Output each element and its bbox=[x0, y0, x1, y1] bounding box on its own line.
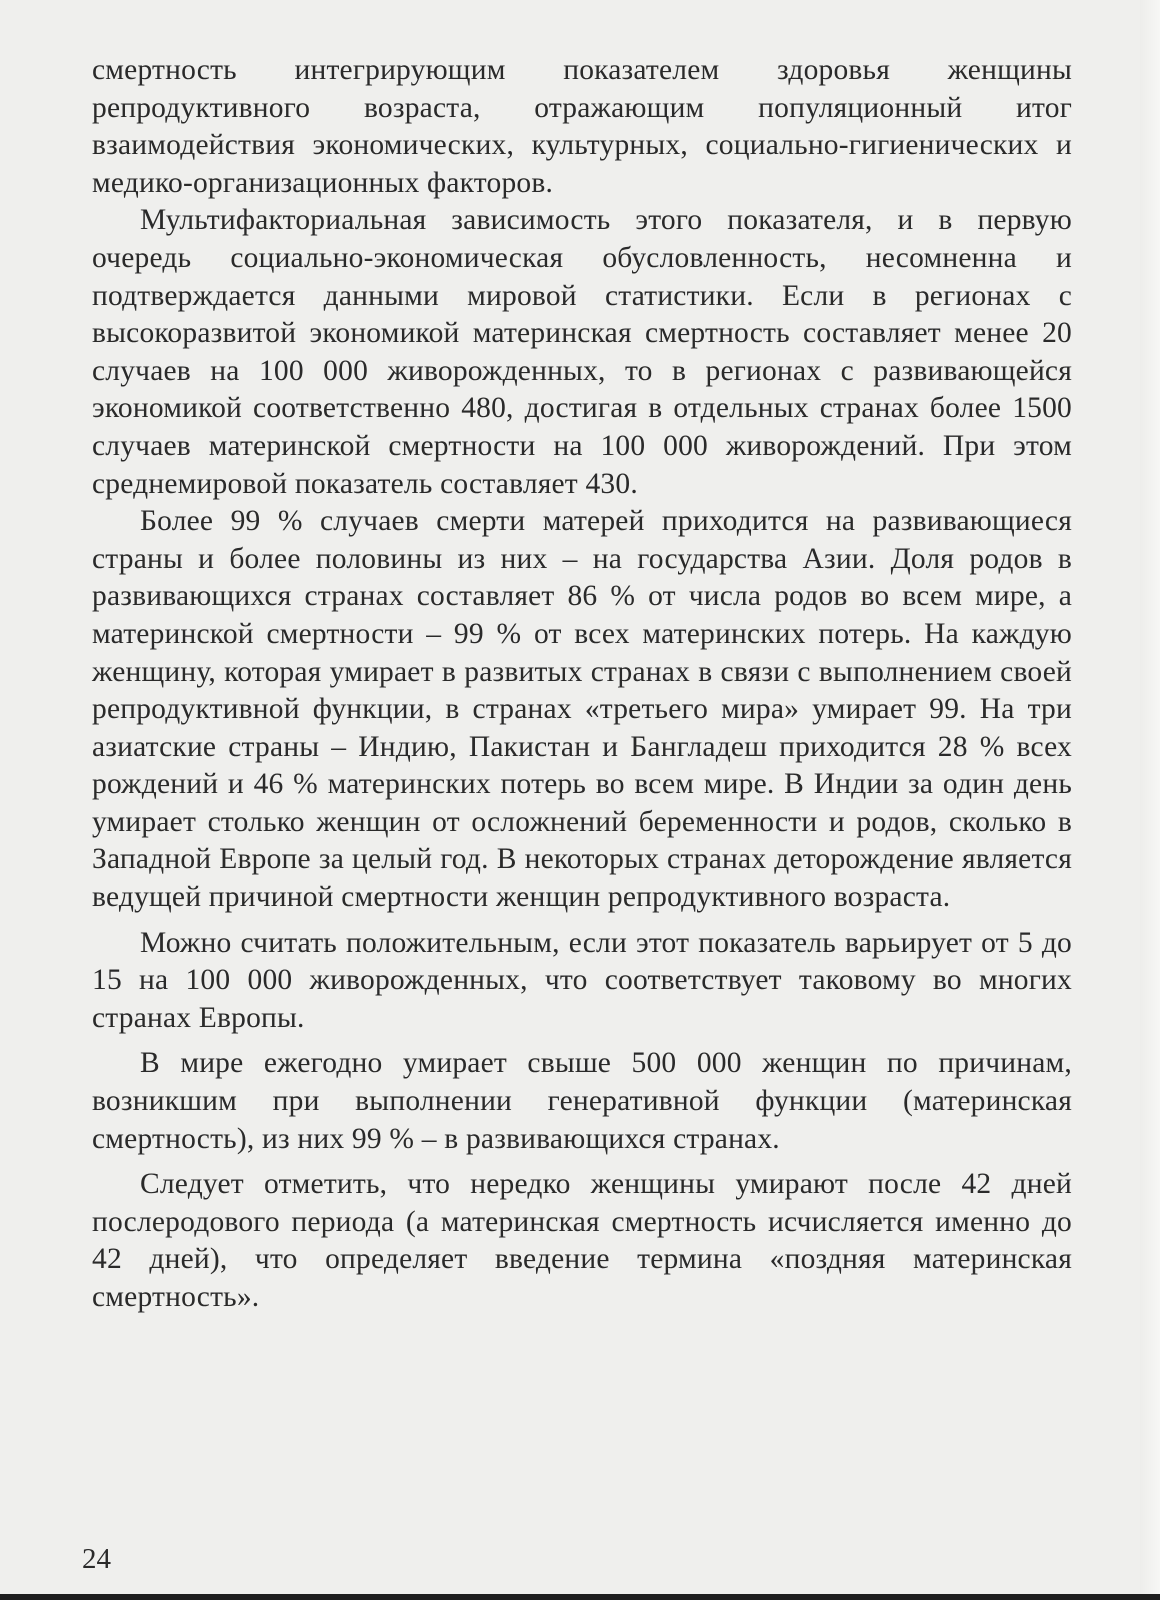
paragraph-6: Следует отметить, что нередко женщины умирают после 42 дней послеродового периода (а материнская смертность исчисляется именно до 42 дней), что определяет введение термина «поздняя материнская смертность». bbox=[92, 1168, 1072, 1313]
paragraph-2: Мультифакториальная зависимость этого показателя, и в первую очередь социально-экономическая обусловленность, несомненна и подтверждается данными мировой статистики. Если в регионах с высокоразвитой экономикой материнская смертность составляет менее 20 случаев на 100 000 живорожденных, то в регионах с развивающейся экономикой соответственно 480, достигая в отдельных странах более 1500 случаев материнской смертности на 100 000 живорождений. При этом среднемировой показатель составляет 430. bbox=[92, 204, 1072, 500]
paragraph-1: смертность интегрирующим показателем здоровья женщины репродуктивного возраста, отражающим популяционный итог взаимодействия экономических, культурных, социально-гигиенических и медико-организационных факторов. bbox=[92, 54, 1072, 199]
paragraph-5: В мире ежегодно умирает свыше 500 000 женщин по причинам, возникшим при выполнении генеративной функции (материнская смертность), из них 99 % – в развивающихся странах. bbox=[92, 1047, 1072, 1155]
page-edge-shadow bbox=[1140, 0, 1160, 1600]
paragraph-4: Можно считать положительным, если этот показатель варьирует от 5 до 15 на 100 000 живорожденных, что соответствует таковому во многих странах Европы. bbox=[92, 926, 1072, 1034]
page-text bbox=[92, 52, 1072, 1317]
paragraph-3: Более 99 % случаев смерти матерей приходится на развивающиеся страны и более половины из них – на государства Азии. Доля родов в развивающихся странах составляет 86 % от числа родов во всем мире, а материнской смертности – 99 % от всех материнских потерь. На каждую женщину, которая умирает в развитых странах в связи с выполнением своей репродуктивной функции, в странах «третьего мира» умирает 99. На три азиатские страны – Индию, Пакистан и Бангладеш приходится 28 % всех рождений и 46 % материнских потерь во всем мире. В Индии за один день умирает столько женщин от осложнений беременности и родов, сколько в Западной Европе за целый год. В некоторых странах деторождение является ведущей причиной смертности женщин репродуктивного возраста. bbox=[92, 505, 1072, 914]
scan-bottom-border bbox=[0, 1594, 1160, 1600]
page-number: 24 bbox=[82, 1543, 111, 1575]
